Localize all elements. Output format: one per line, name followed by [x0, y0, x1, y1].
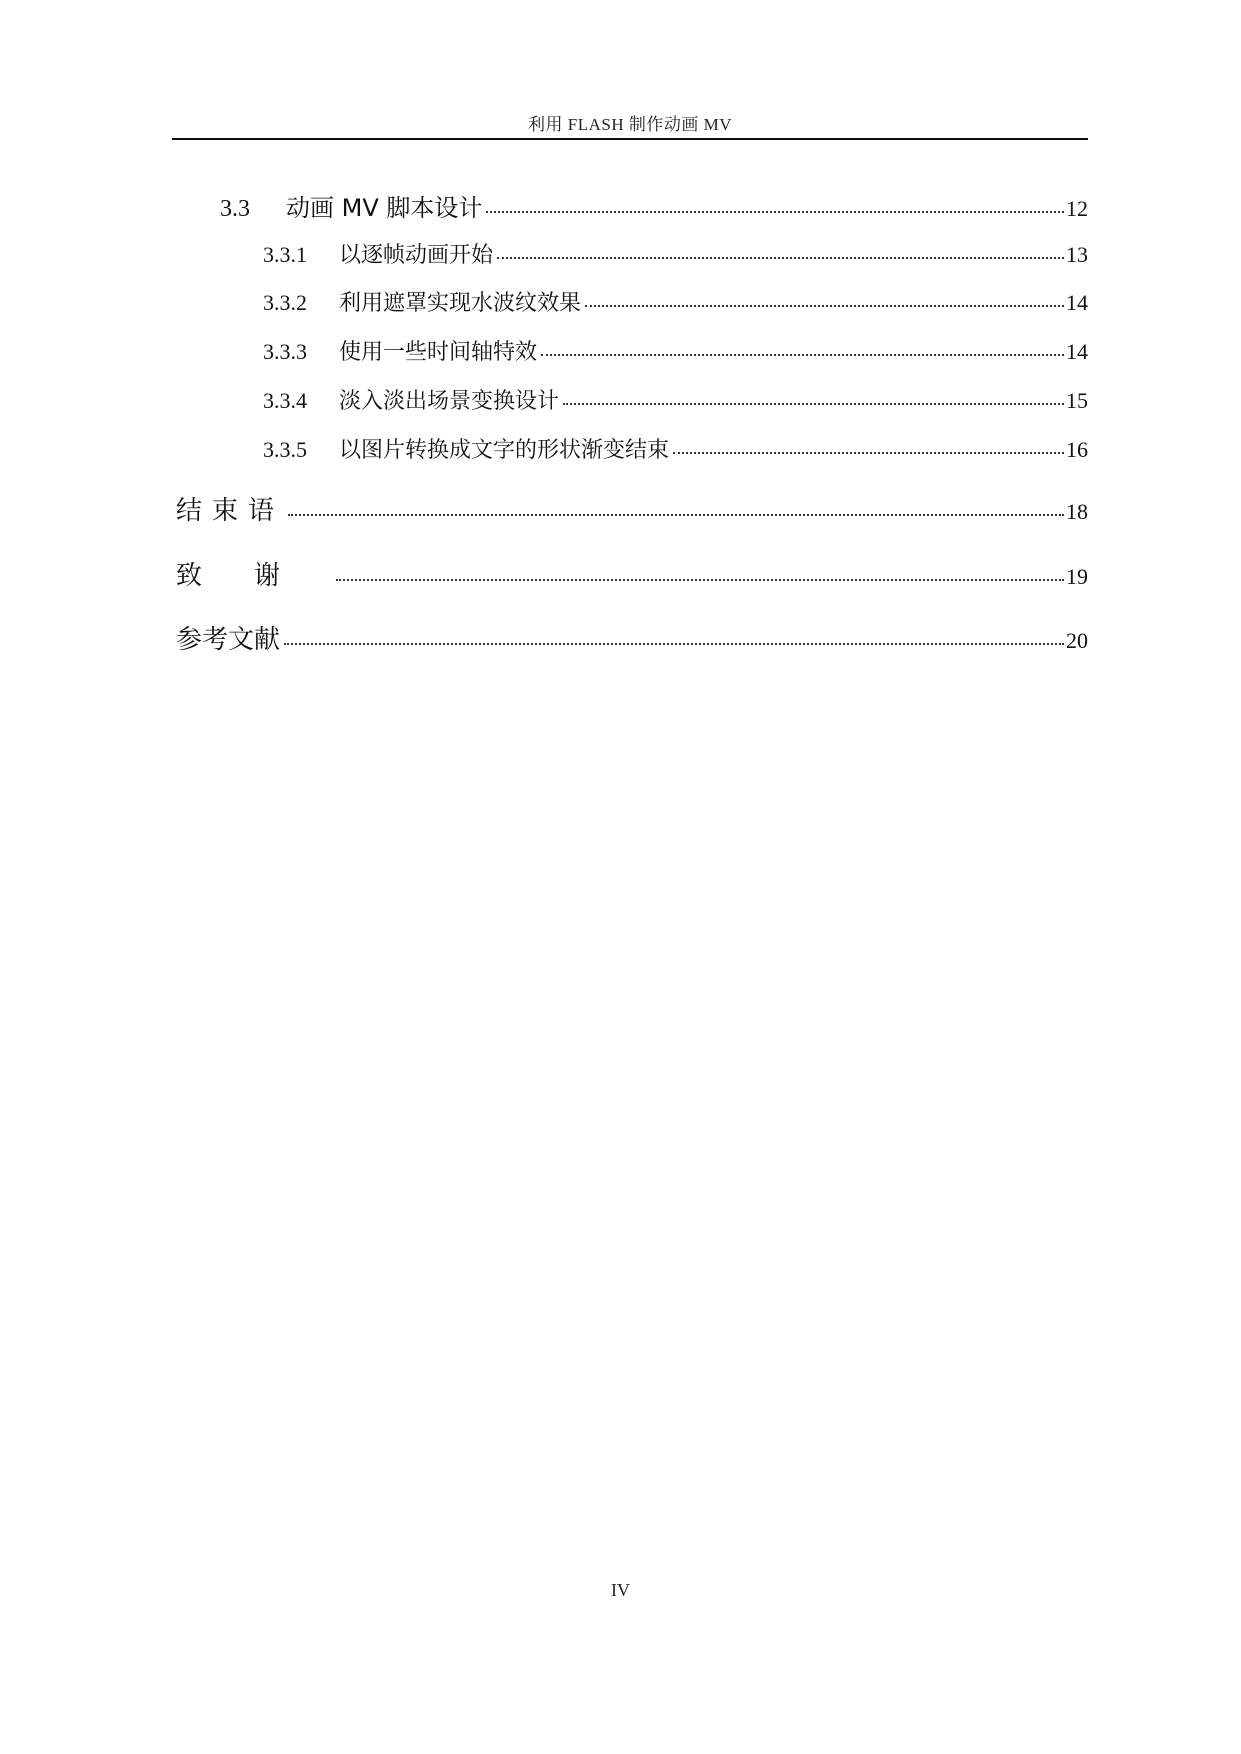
dot-leader [336, 579, 1064, 581]
toc-entry-number: 3.3.5 [263, 437, 307, 462]
toc-entry-3-3-5[interactable] [263, 433, 1088, 464]
toc-entry-title: 以逐帧动画开始 [339, 243, 494, 268]
toc-entry-number: 3.3.3 [263, 339, 307, 364]
toc-entry-3-3-1[interactable] [263, 238, 1088, 269]
dot-leader [284, 643, 1064, 645]
toc-entry-title: 使用一些时间轴特效 [339, 340, 538, 365]
dot-leader [563, 403, 1064, 405]
dot-leader [673, 452, 1064, 454]
dot-leader [486, 211, 1064, 213]
toc-entry-page: 13 [1066, 242, 1088, 267]
dot-leader [585, 305, 1064, 307]
toc-entry-title: 致谢 [176, 561, 333, 591]
toc-entry-references[interactable] [176, 619, 1088, 656]
toc-entry-number: 3.3.4 [263, 388, 307, 413]
toc-entry-page: 20 [1066, 628, 1088, 653]
toc-entry-title: 以图片转换成文字的形状渐变结束 [339, 438, 670, 463]
toc-entry-page: 19 [1066, 564, 1088, 589]
toc-entry-page: 14 [1066, 290, 1088, 315]
toc-entry-page: 15 [1066, 388, 1088, 413]
running-header: 利用 FLASH 制作动画 MV [528, 115, 732, 134]
toc-entry-number: 3.3.1 [263, 242, 307, 267]
dot-leader [497, 257, 1064, 259]
dot-leader [541, 354, 1064, 356]
page-number: IV [611, 1580, 630, 1600]
toc-entry-3-3-3[interactable] [263, 335, 1088, 366]
toc-entry-number: 3.3.2 [263, 290, 307, 315]
toc-entry-conclusion[interactable] [176, 490, 1088, 527]
toc-entry-page: 18 [1066, 499, 1088, 524]
toc-entry-3-3[interactable] [220, 188, 1088, 223]
toc-entry-title: 淡入淡出场景变换设计 [339, 389, 560, 414]
dot-leader [288, 514, 1064, 516]
toc-entry-page: 14 [1066, 339, 1088, 364]
toc-entry-3-3-2[interactable] [263, 286, 1088, 317]
toc-entry-title: 结束语 [176, 496, 285, 526]
toc-entry-3-3-4[interactable] [263, 384, 1088, 415]
toc-entry-number: 3.3 [220, 196, 250, 222]
toc-entry-page: 16 [1066, 437, 1088, 462]
toc-entry-acknowledgements[interactable] [176, 555, 1088, 592]
toc-entry-page: 12 [1066, 196, 1088, 221]
toc-entry-title: 动画 MV 脚本设计 [286, 194, 483, 222]
toc-entry-title: 利用遮罩实现水波纹效果 [339, 291, 582, 316]
toc-entry-title: 参考文献 [176, 625, 281, 655]
